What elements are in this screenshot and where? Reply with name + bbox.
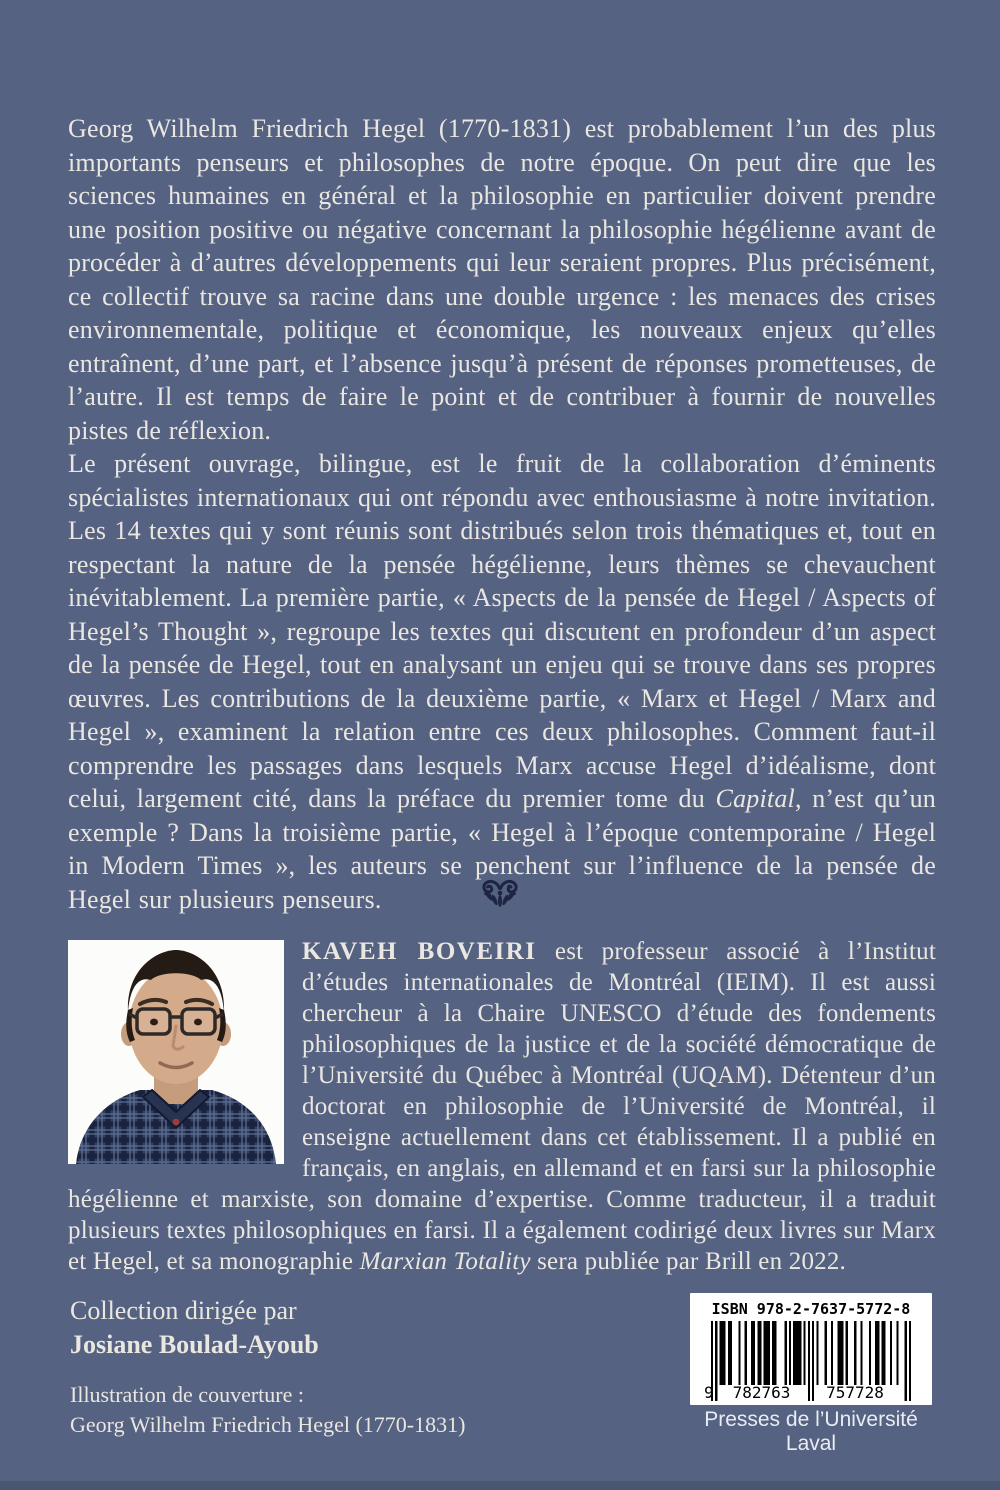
illustration-label: Illustration de couverture : (70, 1382, 304, 1407)
shell-fleuron-ornament (0, 877, 1000, 918)
collection-label: Collection dirigée par (70, 1296, 297, 1325)
author-bio-text: KAVEH BOVEIRI est professeur associé à l’Institut d’études internationales de Montréal (IEIM). Il est aussi chercheur à la Chaire UNESCO d’étude des fondements philosophiques de la justice et de la société démocratique de l’Université du Québec à Montréal (UQAM). Détenteur d’un doctorat en philosophie de l’Université de Montréal, il enseigne actuellement dans cet établissement. Il a publié en français, en anglais, en allemand et en farsi sur la philosophie hégélienne et marxiste, son domaine d’expertise. Comme traducteur, il a traduit plusieurs textes philosophiques en farsi. Il a également codirigé deux livres sur Marx et Hegel, et sa monographie Marxian Totality sera publiée par Brill en 2022. (68, 938, 936, 1275)
author-bio-section (68, 936, 936, 1277)
illustration-credit: Georg Wilhelm Friedrich Hegel (1770-1831) (70, 1412, 466, 1437)
shell-fleuron-icon (480, 877, 520, 913)
collection-block (70, 1294, 319, 1362)
isbn-barcode-box (690, 1293, 932, 1405)
illustration-credit-block (70, 1380, 465, 1440)
publisher-name: Presses de l’Université Laval (704, 1408, 918, 1455)
synopsis-paragraph-1: Georg Wilhelm Friedrich Hegel (1770-1831) est probablement l’un des plus importants penseurs et philosophes de notre époque. On peut dire que les sciences humaines en général et la philosophie en particulier doivent prendre une position positive ou négative concernant la philosophie hégélienne avant de procéder à d’autres développements qui leur seraient propres. Plus précisément, ce collectif trouve sa racine dans une double urgence : les menaces des crises environnementale, politique et économique, les nouveaux enjeux qu’elles entraînent, d’une part, et l’absence jusqu’à présent de réponses prometteuses, de l’autre. Il est temps de faire le point et de contribuer à fournir de nouvelles pistes de réflexion. (68, 114, 936, 445)
author-portrait-image (68, 940, 284, 1164)
collection-director: Josiane Boulad-Ayoub (70, 1330, 319, 1359)
ean-digit-group: 9 (704, 1383, 714, 1402)
ean-barcode (704, 1321, 918, 1401)
author-photo (68, 940, 284, 1164)
cover-bottom-edge (0, 1481, 1000, 1490)
ean-digit-group: 757728 (826, 1383, 884, 1402)
ean-digit-group: 782763 (732, 1383, 791, 1402)
synopsis-paragraph-2: Le présent ouvrage, bilingue, est le fruit de la collaboration d’éminents spécialistes internationaux qui ont répondu avec enthousiasme à notre invitation. Les 14 textes qui y sont réunis sont distribués selon trois thématiques et, tout en respectant la nature de la pensée hégélienne, leurs thèmes se chevauchent inévitablement. La première partie, « Aspects de la pensée de Hegel / Aspects of Hegel’s Thought », regroupe les textes qui discutent en profondeur d’un aspect de la pensée de Hegel, tout en analysant un enjeu qui se trouve dans ses propres œuvres. Les contributions de la deuxième partie, « Marx et Hegel / Marx and Hegel », examinent la relation entre ces deux philosophes. Comment faut-il comprendre les passages dans lesquels Marx accuse Hegel d’idéalisme, dont celui, largement cité, dans la préface du premier tome du Capital, n’est qu’un exemple ? Dans la troisième partie, « Hegel à l’époque contemporaine / Hegel in Modern Times », les auteurs se penchent sur l’influence de la pensée de Hegel sur plusieurs penseurs. (68, 449, 936, 914)
ean-digits (704, 1384, 918, 1401)
isbn-label: ISBN 978-2-7637-5772-8 (711, 1300, 911, 1318)
